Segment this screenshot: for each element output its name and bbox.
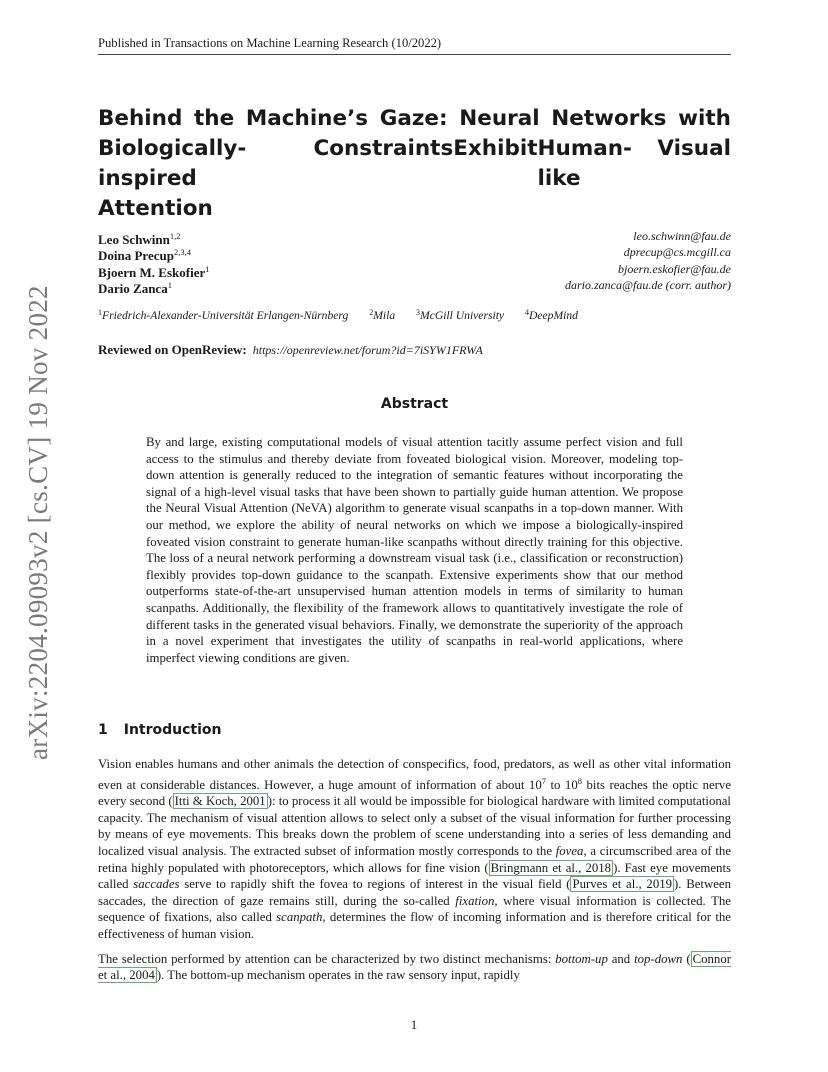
citation-link[interactable]: Purves et al., 2019 xyxy=(572,877,673,892)
review-url-link[interactable]: https://openreview.net/forum?id=7iSYW1FRWA xyxy=(252,343,483,357)
affiliation: $^4$DeepMind xyxy=(524,308,578,322)
affiliation: $^2$Mila xyxy=(369,308,396,322)
page-number: 1 xyxy=(410,1017,418,1032)
author-name: Leo Schwinn$^{1,2}$ xyxy=(98,231,181,247)
affiliation: $^1$Friedrich-Alexander-Universität Erlangen-Nürnberg xyxy=(98,308,349,322)
author-name: Bjoern M. Eskofier$^1$ xyxy=(98,263,210,280)
author-block xyxy=(98,228,731,296)
author-name: Dario Zanca$^1$ xyxy=(98,279,172,296)
section-heading xyxy=(98,722,222,738)
running-head: Published in Transactions on Machine Learning Research (10/2022) xyxy=(98,36,731,55)
paragraph: The selection performed by attention can be characterized by two distinct mechanisms: bottom-up and top-down ( Connor et al., 2004 ). The bottom-up mechanism operates in the raw sensory input, rapidly xyxy=(98,951,731,983)
title-line-2: Biologically-inspired Constraints Exhibit Human-like Visual xyxy=(98,136,731,191)
author-email[interactable]: dario.zanca@fau.de (corr. author) xyxy=(564,277,731,292)
author-row xyxy=(98,261,731,280)
author-email[interactable]: dprecup@cs.mcgill.ca xyxy=(623,245,731,260)
arxiv-identifier[interactable]: arXiv:2204.09093v2 [cs.CV] 19 Nov 2022 xyxy=(23,285,53,760)
title-line-1: Behind the Machine’s Gaze: Neural Networks with xyxy=(98,106,731,131)
abstract-heading: Abstract xyxy=(380,396,449,412)
abstract-text: By and large, existing computational models of visual attention tacitly assume perfect vision and full access to the stimulus and thereby deviate from foveated biological vision. Moreover, modeling top-down attention is generally reduced to the integration of semantic features without incorporating the signal of a high-level visual tasks that have been shown to partially guide human attention. We propose the Neural Visual Attention (NeVA) algorithm to generate visual scanpaths in a top-down manner. With our method, we explore the ability of neural networks on which we impose a biologically-inspired foveated vision constraint to generate human-like scanpaths without directly training for this objective. The loss of a neural network performing a downstream visual task (i.e., classification or reconstruction) flexibly provides top-down guidance to the scanpath. Extensive experiments show that our method outperforms state-of-the-art unsupervised human attention models in terms of similarity to human scanpaths. Additionally, the flexibility of the framework allows to quantitatively investigate the role of different tasks in the generated visual behaviors. Finally, we demonstrate the superiority of the approach in a novel experiment that investigates the utility of scanpaths in real-world applications, where imperfect viewing conditions are given. xyxy=(146,435,683,665)
title-line-3: Attention xyxy=(98,196,213,221)
citation-link[interactable]: Itti & Koch, 2001 xyxy=(174,794,266,809)
author-row xyxy=(98,244,731,264)
review-line xyxy=(98,342,483,358)
author-email[interactable]: bjoern.eskofier@fau.de xyxy=(617,261,731,276)
author-email[interactable]: leo.schwinn@fau.de xyxy=(633,229,731,243)
author-row xyxy=(98,228,731,247)
review-label: Reviewed on OpenReview: xyxy=(98,342,247,357)
paragraph: Vision enables humans and other animals the detection of conspecifics, food, predators, as well as other vital information even at considerable distances. However, a huge amount of information of about $10^7$ to $10^8$ bits reaches the optic nerve every second ( Itti & Koch, 2001 ): to process it all would be impossible for biological hardware with limited computational capacity. The mechanism of visual attention allows to select only a subset of the visual information for further processing by means of eye movements. This breaks down the problem of scene understanding into a series of less demanding and localized visual analysis. The extracted subset of information mostly corresponds to the fovea, a circumscribed area of the retina highly populated with photoreceptors, which allows for fine vision ( Bringmann et al., 2018 ). Fast eye movements called saccades serve to rapidly shift the fovea to regions of interest in the visual field ( Purves et al., 2019 ). Between saccades, the direction of gaze remains still, during the so-called fixation, where visual information is collected. The sequence of fixations, also called scanpath, determines the flow of incoming information and is therefore critical for the effectiveness of human vision. xyxy=(98,757,732,941)
affiliation: $^3$McGill University xyxy=(416,308,505,322)
introduction-body xyxy=(98,756,731,992)
citation-link[interactable]: Bringmann et al., 2018 xyxy=(490,860,612,875)
affiliations xyxy=(98,308,731,322)
author-name: Doina Precup$^{2,3,4}$ xyxy=(98,247,191,264)
citation-link[interactable]: Connor et al., 2004 xyxy=(98,951,731,983)
paper-title xyxy=(98,104,731,224)
section-number: 1 xyxy=(98,722,108,738)
section-title: Introduction xyxy=(123,722,222,738)
